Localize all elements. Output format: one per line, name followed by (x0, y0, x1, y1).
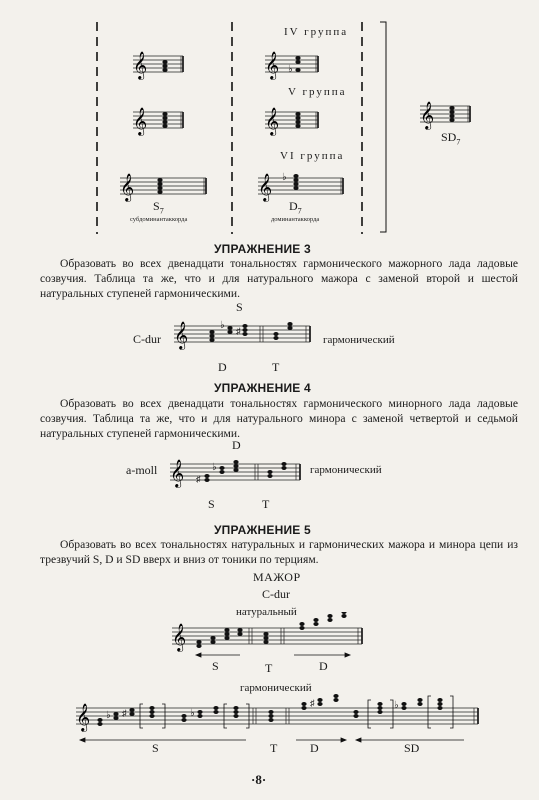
treble-clef-icon: 𝄞 (258, 175, 273, 201)
major-label: МАЖОР (253, 570, 301, 584)
ex5-d-label: D (319, 659, 328, 673)
natural-label: натуральный (236, 606, 297, 618)
ex4-key-label: a-moll (126, 463, 158, 477)
exercise-5-text: Образовать во всех тональностях натуральных и гармонических мажора и минора цепи из трезвучий S, D и SD вверх и вниз от тоники по терциям. (40, 538, 518, 566)
flat-icon: ♭ (190, 708, 195, 719)
chord-notes (162, 60, 167, 72)
ex5-d2-label: D (310, 741, 319, 755)
flat-icon: ♭ (106, 710, 111, 721)
ex3-key-label: C-dur (133, 332, 161, 346)
sd7-label: $SD_7$ (441, 130, 461, 147)
exercise-3-title: УПРАЖНЕНИЕ 3 (214, 242, 311, 256)
ex5-s2-label: S (152, 741, 159, 755)
treble-clef-icon: 𝄞 (174, 323, 189, 349)
treble-clef-icon: 𝄞 (420, 103, 435, 129)
exercise-3-music (0, 296, 539, 376)
d7-caption: доминантаккорда (271, 216, 320, 223)
flat-icon: ♭ (282, 172, 287, 183)
treble-clef-icon: 𝄞 (133, 53, 148, 79)
flat-icon: ♭ (212, 462, 217, 473)
treble-clef-icon: 𝄞 (76, 705, 91, 731)
ex3-d-label: D (218, 360, 227, 374)
exercise-4-title: УПРАЖНЕНИЕ 4 (214, 381, 311, 395)
ex4-mode-label: гармонический (310, 464, 382, 476)
sharp-icon: ♯ (122, 708, 127, 718)
flat-icon: ♭ (288, 64, 293, 75)
s7-caption: субдоминантаккорда (130, 216, 188, 223)
sharp-icon: ♯ (236, 326, 241, 336)
chord-table-figure (0, 0, 539, 240)
ex5-s-label: S (212, 659, 219, 673)
ex3-mode-label: гармонический (323, 334, 395, 346)
group-bracket (380, 22, 386, 232)
chord-notes (196, 612, 346, 648)
sharp-icon: ♯ (196, 474, 201, 484)
treble-clef-icon: 𝄞 (172, 625, 187, 651)
treble-clef-icon: 𝄞 (265, 109, 280, 135)
d7-label: $D_7$ (289, 199, 302, 216)
ex4-d-label: D (232, 438, 241, 452)
group-vi-label: VI группа (280, 150, 345, 162)
harmonic-label: гармонический (240, 682, 312, 694)
ex5-t-label: T (265, 661, 273, 675)
ex4-s-label: S (208, 497, 215, 511)
s7-label: $S_7$ (153, 199, 164, 216)
exercise-3-text: Образовать во всех двенадцати тональностях гармонического мажорного лада ладовые созвучия. Таблица та же, что и для натурального мажора с заменой второй и шестой натуральных ступеней гармоническими. (40, 257, 518, 300)
group-iv-label: IV группа (284, 26, 349, 38)
treble-clef-icon: 𝄞 (133, 109, 148, 135)
exercise-5-title: УПРАЖНЕНИЕ 5 (214, 523, 311, 537)
sharp-icon: ♯ (310, 698, 315, 708)
group-v-label: V группа (288, 86, 347, 98)
page-number: ·8· (251, 772, 267, 787)
flat-icon: ♭ (394, 700, 399, 711)
ex3-s-label: S (236, 300, 243, 314)
ex5-t2-label: T (270, 741, 278, 755)
exercise-4-music (0, 440, 539, 515)
ex4-t-label: T (262, 497, 270, 511)
ex5-key-label: C-dur (262, 587, 290, 601)
treble-clef-icon: 𝄞 (265, 53, 280, 79)
exercise-4-text: Образовать во всех двенадцати тональностях гармонического минорного лада ладовые созвучия. Таблица та же, что и для натурального минора с заменой четвертой и седьмой натуральных ступеней гармоническими. (40, 397, 518, 440)
flat-icon: ♭ (220, 320, 225, 331)
ex3-t-label: T (272, 360, 280, 374)
chord-notes (97, 694, 442, 726)
ex5-sd-label: SD (404, 741, 420, 755)
treble-clef-icon: 𝄞 (120, 175, 135, 201)
chord-notes (209, 320, 292, 342)
treble-clef-icon: 𝄞 (170, 461, 185, 487)
chord-notes (282, 172, 299, 190)
